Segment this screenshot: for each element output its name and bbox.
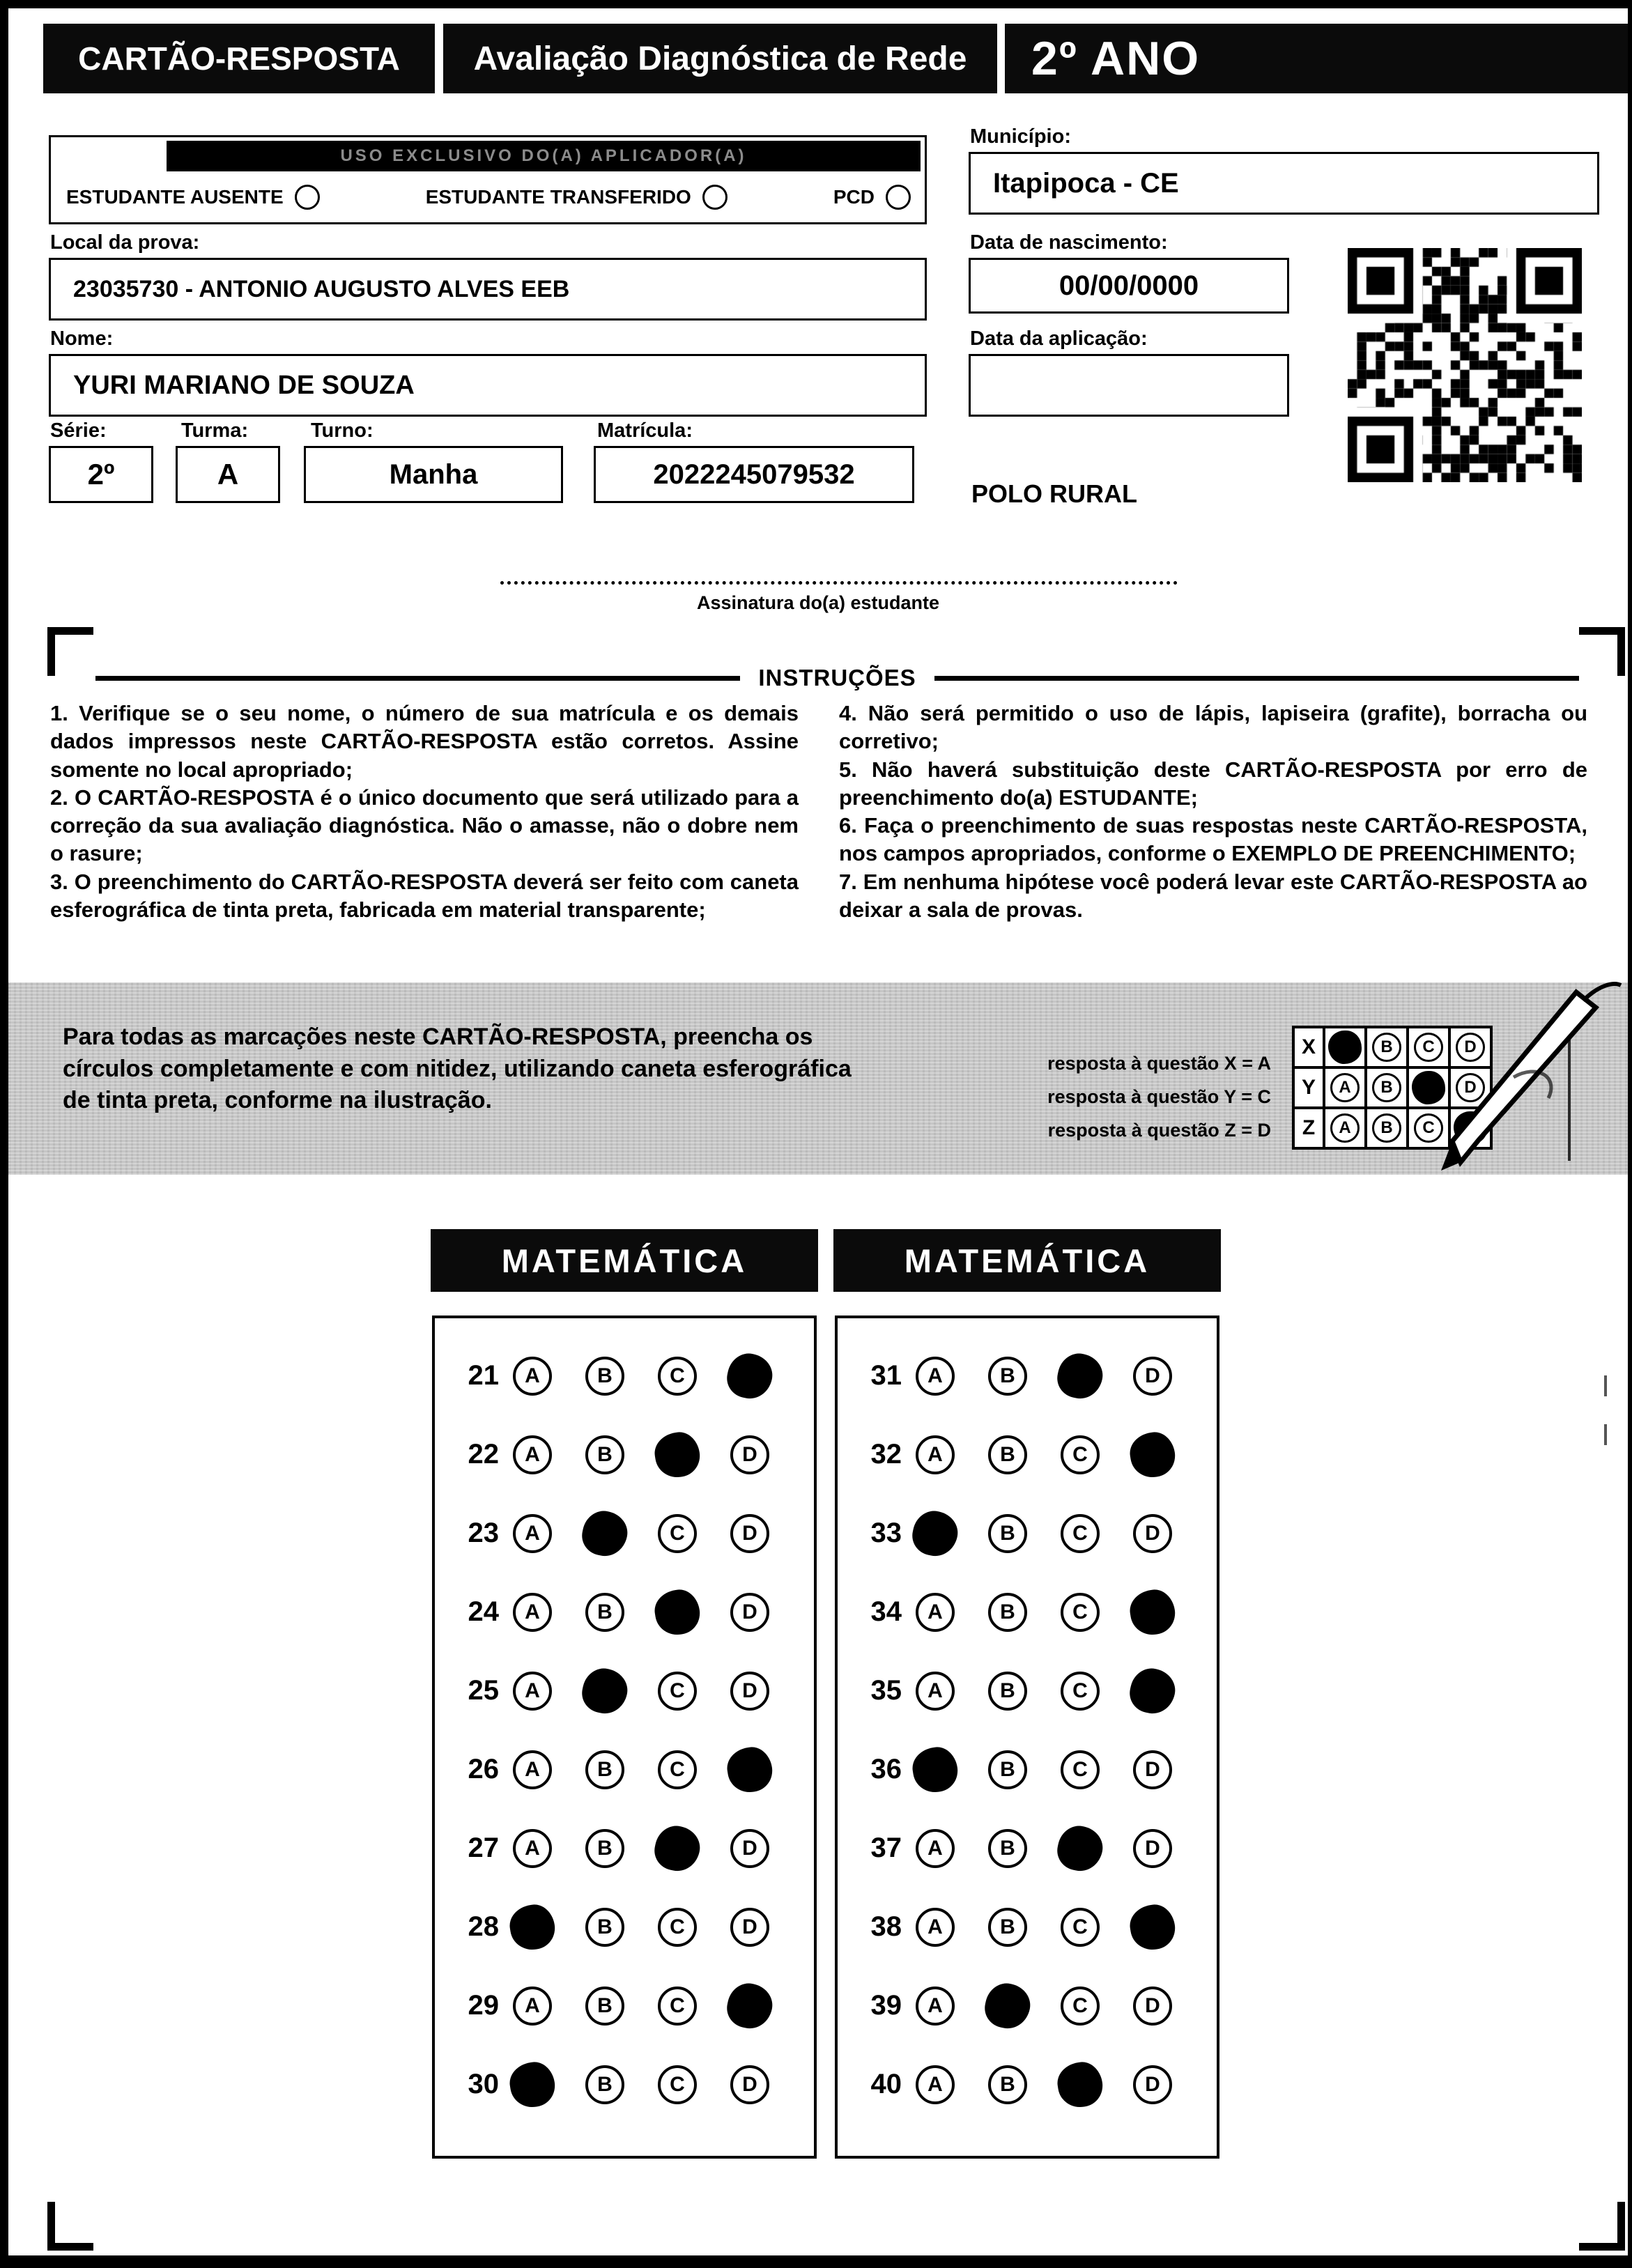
municipio-label: Município:: [970, 125, 1071, 148]
answer-bubble-22-d[interactable]: D: [730, 1435, 769, 1474]
data-aplicacao-label: Data da aplicação:: [970, 327, 1148, 350]
question-bubbles: [513, 1829, 769, 1868]
question-bubbles: [513, 1593, 769, 1632]
question-row-22: [435, 1415, 814, 1494]
example-bubble-y-d: D: [1456, 1073, 1485, 1102]
answer-bubble-28-c[interactable]: C: [658, 1908, 697, 1947]
question-number: 30: [468, 2069, 499, 2099]
question-row-32: [838, 1415, 1217, 1494]
answer-bubble-23-c[interactable]: C: [658, 1514, 697, 1553]
applicator-option: [833, 185, 911, 210]
question-row-36: [838, 1730, 1217, 1809]
question-row-29: [435, 1966, 814, 2045]
question-bubbles: [916, 1829, 1172, 1868]
answer-bubble-34-a[interactable]: A: [916, 1593, 955, 1632]
answer-bubble-21-d[interactable]: [730, 1357, 769, 1396]
edge-tick-mark: [1604, 1375, 1607, 1396]
instructions-right-column: [839, 700, 1587, 924]
question-bubbles: [513, 1435, 769, 1474]
example-row-label: X: [1292, 1026, 1325, 1069]
answer-bubble-38-b[interactable]: B: [988, 1908, 1027, 1947]
question-number: 32: [870, 1439, 902, 1469]
example-bubble-z-c: C: [1414, 1113, 1443, 1143]
question-number: 28: [468, 1911, 499, 1942]
answer-bubble-40-d[interactable]: D: [1133, 2065, 1172, 2104]
answer-bubble-40-b[interactable]: B: [988, 2065, 1027, 2104]
applicator-option-label: PCD: [833, 186, 875, 208]
question-bubbles: [513, 1908, 769, 1947]
example-bubble-z-a: A: [1330, 1113, 1360, 1143]
example-cell: [1364, 1106, 1409, 1150]
question-bubbles: [916, 1750, 1172, 1789]
answer-bubble-33-a[interactable]: [916, 1514, 955, 1553]
instruction-item-2: 2. O CARTÃO-RESPOSTA é o único documento que será utilizado para a correção da sua avaliação diagnóstica. Não o amasse, não o dobre nem o rasure;: [50, 785, 799, 866]
question-number: 29: [468, 1990, 499, 2021]
question-row-38: [838, 1888, 1217, 1966]
question-bubbles: [916, 1593, 1172, 1632]
answer-bubble-27-d[interactable]: D: [730, 1829, 769, 1868]
answer-bubble-33-b[interactable]: B: [988, 1514, 1027, 1553]
serie-field[interactable]: 2º: [49, 446, 153, 503]
data-aplicacao-field[interactable]: [969, 354, 1289, 417]
question-row-35: [838, 1651, 1217, 1730]
question-number: 35: [870, 1675, 902, 1706]
matricula-label: Matrícula:: [597, 419, 693, 442]
answer-bubble-36-a[interactable]: [916, 1750, 955, 1789]
answer-bubble-39-b[interactable]: [988, 1987, 1027, 2026]
question-bubbles: [513, 1672, 769, 1711]
data-nascimento-field[interactable]: 00/00/0000: [969, 258, 1289, 314]
example-cell: [1364, 1066, 1409, 1109]
answer-bubble-32-b[interactable]: B: [988, 1435, 1027, 1474]
question-row-37: [838, 1809, 1217, 1888]
answer-bubble-23-b[interactable]: [585, 1514, 624, 1553]
question-bubbles: [513, 1987, 769, 2026]
answer-bubble-21-c[interactable]: C: [658, 1357, 697, 1396]
answer-bubble-30-d[interactable]: D: [730, 2065, 769, 2104]
question-row-33: [838, 1494, 1217, 1573]
question-row-23: [435, 1494, 814, 1573]
answer-bubble-26-c[interactable]: C: [658, 1750, 697, 1789]
instruction-item-4: 4. Não será permitido o uso de lápis, lapiseira (grafite), borracha ou corretivo;: [839, 701, 1587, 754]
answer-bubble-23-a[interactable]: A: [513, 1514, 552, 1553]
instructions-header: [95, 665, 1579, 691]
answer-bubble-32-c[interactable]: C: [1061, 1435, 1100, 1474]
turno-label: Turno:: [311, 419, 374, 442]
question-row-30: [435, 2045, 814, 2124]
instruction-item-7: 7. Em nenhuma hipótese você poderá levar este CARTÃO-RESPOSTA ao deixar a sala de provas.: [839, 869, 1587, 923]
example-answer-labels: [1005, 1047, 1271, 1147]
answer-bubble-39-a[interactable]: A: [916, 1987, 955, 2026]
answer-bubble-28-a[interactable]: [513, 1908, 552, 1947]
example-row-label: Y: [1292, 1066, 1325, 1109]
answer-bubble-22-b[interactable]: B: [585, 1435, 624, 1474]
example-cell: [1364, 1026, 1409, 1069]
answer-bubble-25-b[interactable]: [585, 1672, 624, 1711]
answer-bubble-30-b[interactable]: B: [585, 2065, 624, 2104]
question-number: 21: [468, 1360, 499, 1391]
signature-line[interactable]: [500, 581, 1178, 585]
instruction-item-1: 1. Verifique se o seu nome, o número de sua matrícula e os demais dados impressos neste CARTÃO-RESPOSTA estão corretos. Assine somente no local apropriado;: [50, 701, 799, 782]
answer-bubble-28-b[interactable]: B: [585, 1908, 624, 1947]
answer-bubble-29-d[interactable]: [730, 1987, 769, 2026]
answer-bubble-39-d[interactable]: D: [1133, 1987, 1172, 2026]
question-row-26: [435, 1730, 814, 1809]
answer-bubble-24-a[interactable]: A: [513, 1593, 552, 1632]
example-bubble-x-d: D: [1456, 1033, 1485, 1062]
example-bubble-x-c: C: [1414, 1033, 1443, 1062]
answer-bubble-25-c[interactable]: C: [658, 1672, 697, 1711]
example-bubble-x-a: [1330, 1033, 1360, 1062]
answer-bubble-26-a[interactable]: A: [513, 1750, 552, 1789]
answer-bubble-38-d[interactable]: [1133, 1908, 1172, 1947]
nome-field[interactable]: YURI MARIANO DE SOUZA: [49, 354, 927, 417]
instructions-left-column: [50, 700, 799, 924]
answer-bubble-38-a[interactable]: A: [916, 1908, 955, 1947]
corner-mark-top-left: [47, 627, 93, 676]
data-nascimento-label: Data de nascimento:: [970, 231, 1168, 254]
answer-grid-21-30: [432, 1316, 817, 2159]
question-row-39: [838, 1966, 1217, 2045]
instruction-item-6: 6. Faça o preenchimento de suas respostas neste CARTÃO-RESPOSTA, nos campos apropriados, conforme o EXEMPLO DE PREENCHIMENTO;: [839, 813, 1587, 866]
answer-bubble-28-d[interactable]: D: [730, 1908, 769, 1947]
answer-bubble-37-d[interactable]: D: [1133, 1829, 1172, 1868]
local-prova-label: Local da prova:: [50, 231, 200, 254]
instructions-rule-right: [934, 676, 1579, 681]
question-number: 33: [870, 1518, 902, 1548]
answer-bubble-25-d[interactable]: D: [730, 1672, 769, 1711]
question-number: 40: [870, 2069, 902, 2099]
question-row-27: [435, 1809, 814, 1888]
municipio-field[interactable]: Itapipoca - CE: [969, 152, 1599, 215]
question-bubbles: [916, 2065, 1172, 2104]
question-number: 31: [870, 1360, 902, 1391]
edge-tick-mark: [1604, 1424, 1607, 1445]
answer-bubble-33-c[interactable]: C: [1061, 1514, 1100, 1553]
answer-bubble-25-a[interactable]: A: [513, 1672, 552, 1711]
example-cell: [1323, 1106, 1367, 1150]
answer-bubble-22-c[interactable]: [658, 1435, 697, 1474]
exam-title: Avaliação Diagnóstica de Rede: [443, 24, 997, 93]
instruction-item-3: 3. O preenchimento do CARTÃO-RESPOSTA deverá ser feito com caneta esferográfica de tinta preta, fabricada em material transparente;: [50, 869, 799, 923]
question-number: 25: [468, 1675, 499, 1706]
example-row-label: Z: [1292, 1106, 1325, 1150]
question-number: 27: [468, 1833, 499, 1863]
question-row-40: [838, 2045, 1217, 2124]
answer-bubble-33-d[interactable]: D: [1133, 1514, 1172, 1553]
subject-header-2: MATEMÁTICA: [833, 1229, 1221, 1292]
answer-bubble-35-a[interactable]: A: [916, 1672, 955, 1711]
question-number: 37: [870, 1833, 902, 1863]
answer-bubble-40-c[interactable]: [1061, 2065, 1100, 2104]
example-label-y: resposta à questão Y = C: [1047, 1086, 1271, 1108]
instruction-item-5: 5. Não haverá substituição deste CARTÃO-RESPOSTA por erro de preenchimento do(a) ESTUDANTE;: [839, 757, 1587, 810]
answer-bubble-36-d[interactable]: D: [1133, 1750, 1172, 1789]
example-cell: [1323, 1026, 1367, 1069]
instructions-title: INSTRUÇÕES: [758, 665, 916, 691]
question-bubbles: [916, 1672, 1172, 1711]
answer-bubble-27-a[interactable]: A: [513, 1829, 552, 1868]
question-bubbles: [513, 1357, 769, 1396]
applicator-option-bubble[interactable]: [702, 185, 728, 210]
question-number: 26: [468, 1754, 499, 1784]
applicator-option-bubble[interactable]: [295, 185, 320, 210]
corner-mark-bottom-left: [47, 2202, 93, 2251]
answer-bubble-38-c[interactable]: C: [1061, 1908, 1100, 1947]
nome-label: Nome:: [50, 327, 114, 350]
subject-header-1: MATEMÁTICA: [431, 1229, 818, 1292]
answer-bubble-31-a[interactable]: A: [916, 1357, 955, 1396]
answer-bubble-30-c[interactable]: C: [658, 2065, 697, 2104]
instructions-rule-left: [95, 676, 740, 681]
question-number: 23: [468, 1518, 499, 1548]
answer-bubble-29-a[interactable]: A: [513, 1987, 552, 2026]
answer-bubble-29-c[interactable]: C: [658, 1987, 697, 2026]
question-bubbles: [916, 1514, 1172, 1553]
answer-bubble-40-a[interactable]: A: [916, 2065, 955, 2104]
answer-bubble-26-d[interactable]: [730, 1750, 769, 1789]
corner-mark-top-right: [1579, 627, 1625, 676]
answer-bubble-32-a[interactable]: A: [916, 1435, 955, 1474]
applicator-option: [66, 185, 320, 210]
question-bubbles: [916, 1987, 1172, 2026]
question-number: 39: [870, 1990, 902, 2021]
example-bubble-y-b: B: [1372, 1073, 1401, 1102]
applicator-options: [66, 178, 911, 217]
answer-bubble-36-c[interactable]: C: [1061, 1750, 1100, 1789]
answer-bubble-24-b[interactable]: B: [585, 1593, 624, 1632]
grade-title: 2º ANO: [1005, 24, 1632, 93]
answer-bubble-35-c[interactable]: C: [1061, 1672, 1100, 1711]
matricula-field[interactable]: 2022245079532: [594, 446, 914, 503]
answer-bubble-23-d[interactable]: D: [730, 1514, 769, 1553]
question-number: 22: [468, 1439, 499, 1469]
serie-label: Série:: [50, 419, 107, 442]
answer-bubble-32-d[interactable]: [1133, 1435, 1172, 1474]
answer-bubble-34-d[interactable]: [1133, 1593, 1172, 1632]
answer-bubble-21-b[interactable]: B: [585, 1357, 624, 1396]
example-bubble-y-a: A: [1330, 1073, 1360, 1102]
question-row-31: [838, 1336, 1217, 1415]
answer-bubble-34-c[interactable]: C: [1061, 1593, 1100, 1632]
example-label-x: resposta à questão X = A: [1047, 1053, 1271, 1074]
answer-bubble-22-a[interactable]: A: [513, 1435, 552, 1474]
card-title: CARTÃO-RESPOSTA: [43, 24, 435, 93]
answer-bubble-31-b[interactable]: B: [988, 1357, 1027, 1396]
question-row-25: [435, 1651, 814, 1730]
answer-bubble-34-b[interactable]: B: [988, 1593, 1027, 1632]
question-number: 24: [468, 1596, 499, 1627]
instructions-columns: [50, 700, 1587, 924]
answer-bubble-26-b[interactable]: B: [585, 1750, 624, 1789]
question-bubbles: [916, 1908, 1172, 1947]
question-number: 34: [870, 1596, 902, 1627]
turma-field[interactable]: A: [176, 446, 280, 503]
answer-bubble-37-c[interactable]: [1061, 1829, 1100, 1868]
question-row-28: [435, 1888, 814, 1966]
answer-bubble-30-a[interactable]: [513, 2065, 552, 2104]
fill-notice-text: Para todas as marcações neste CARTÃO-RESPOSTA, preencha os círculos completamente e com nitidez, utilizando caneta esferográfica de tinta preta, conforme na ilustração.: [63, 1024, 852, 1114]
answer-bubble-21-a[interactable]: A: [513, 1357, 552, 1396]
signature-label: Assinatura do(a) estudante: [696, 592, 940, 613]
answer-bubble-29-b[interactable]: B: [585, 1987, 624, 2026]
answer-bubble-24-d[interactable]: D: [730, 1593, 769, 1632]
answer-bubble-39-c[interactable]: C: [1061, 1987, 1100, 2026]
applicator-option-label: ESTUDANTE TRANSFERIDO: [425, 186, 691, 208]
turma-label: Turma:: [181, 419, 249, 442]
qr-code: [1348, 248, 1582, 482]
applicator-bar-label: USO EXCLUSIVO DO(A) APLICADOR(A): [167, 141, 921, 171]
corner-mark-bottom-right: [1579, 2202, 1625, 2251]
answer-bubble-36-b[interactable]: B: [988, 1750, 1027, 1789]
example-label-z: resposta à questão Z = D: [1047, 1120, 1271, 1141]
question-row-24: [435, 1573, 814, 1651]
applicator-option-label: ESTUDANTE AUSENTE: [66, 186, 284, 208]
turno-field[interactable]: Manha: [304, 446, 563, 503]
question-row-34: [838, 1573, 1217, 1651]
pen-illustration: [1409, 973, 1625, 1182]
answer-grid-31-40: [835, 1316, 1219, 2159]
fill-notice-band: [8, 982, 1628, 1175]
answer-bubble-27-c[interactable]: [658, 1829, 697, 1868]
answer-bubble-35-b[interactable]: B: [988, 1672, 1027, 1711]
question-number: 38: [870, 1911, 902, 1942]
example-cell: [1323, 1066, 1367, 1109]
question-bubbles: [513, 2065, 769, 2104]
local-prova-field[interactable]: 23035730 - ANTONIO AUGUSTO ALVES EEB: [49, 258, 927, 321]
question-row-21: [435, 1336, 814, 1415]
question-bubbles: [916, 1435, 1172, 1474]
applicator-option-bubble[interactable]: [886, 185, 911, 210]
question-number: 36: [870, 1754, 902, 1784]
example-bubble-z-b: B: [1372, 1113, 1401, 1143]
answer-bubble-35-d[interactable]: [1133, 1672, 1172, 1711]
applicator-section: [49, 135, 927, 224]
answer-bubble-37-a[interactable]: A: [916, 1829, 955, 1868]
question-bubbles: [513, 1514, 769, 1553]
applicator-option: [426, 185, 728, 210]
question-bubbles: [916, 1357, 1172, 1396]
answer-bubble-27-b[interactable]: B: [585, 1829, 624, 1868]
answer-bubble-24-c[interactable]: [658, 1593, 697, 1632]
question-bubbles: [513, 1750, 769, 1789]
answer-bubble-37-b[interactable]: B: [988, 1829, 1027, 1868]
polo-rural-label: POLO RURAL: [971, 479, 1137, 508]
example-bubble-x-b: B: [1372, 1033, 1401, 1062]
answer-bubble-31-c[interactable]: [1061, 1357, 1100, 1396]
answer-bubble-31-d[interactable]: D: [1133, 1357, 1172, 1396]
